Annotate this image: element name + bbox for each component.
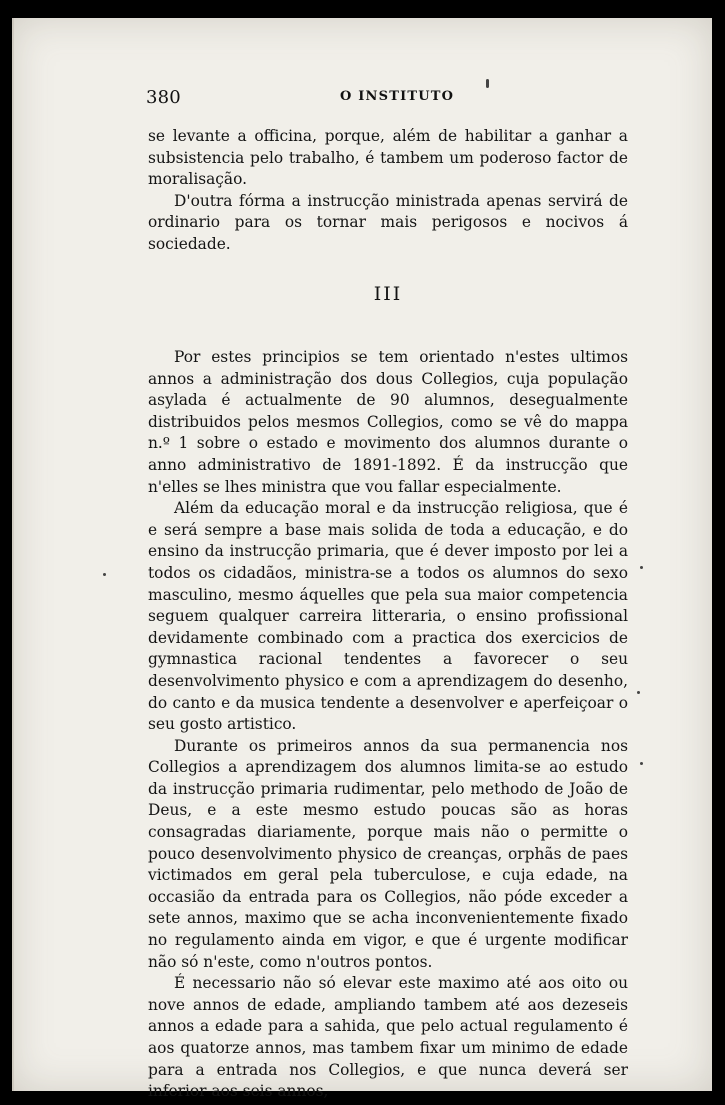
paragraph: D'outra fórma a instrucção ministrada apenas servirá de ordinario para os tornar mais perigosos e nocivos á sociedade. [148, 191, 628, 253]
paragraph: Além da educação moral e da instrucção religiosa, que é e será sempre a base mais solida de toda a educação, e do ensino da instrucção primaria, que é dever imposto por lei a todos os cidadãos, ministra-se a todos os alumnos do sexo masculino, mesmo áquelles que pela sua maior competencia seguem qualquer carreira litteraria, o ensino profissional devidamente combinado com a practica dos exercicios de gymnastica racional tendentes a favorecer o seu desenvolvimento physico e com a aprendizagem do desenho, do canto e da musica tendente a desenvolver e aperfeiçoar o seu gosto artistico. [148, 499, 628, 734]
section-body [148, 347, 628, 1103]
paragraph: Durante os primeiros annos da sua permanencia nos Collegios a aprendizagem dos alumnos limita-se ao estudo da instrucção primaria rudimentar, pelo methodo de João de Deus, e a este mesmo estudo poucas são as horas consagradas diariamente, porque mais não o permitte o pouco desenvolvimento physico de creanças, orphãs de paes victimados em geral pela tuberculose, e cuja edade, na occasião da entrada para os Collegios, não póde exceder a sete annos, maximo que se acha inconvenientemente fixado no regulamento ainda em vigor, e que é urgente modificar não só n'este, como n'outros pontos. [148, 736, 628, 971]
running-head [146, 87, 622, 111]
ink-speck [640, 762, 643, 765]
section-heading: III [373, 283, 403, 305]
page-number: 380 [146, 87, 181, 108]
page-edge-mark [12, 18, 14, 1091]
ink-speck [637, 691, 640, 694]
journal-title: O INSTITUTO [340, 89, 455, 104]
ink-speck [640, 566, 643, 569]
opening-text [148, 126, 628, 256]
paragraph: É necessario não só elevar este maximo até aos oito ou nove annos de edade, ampliando tambem até aos dezeseis annos a edade para a sahida, que pelo actual regulamento é aos quatorze annos, mas tambem fixar um minimo de edade para a entrada nos Collegios, e que nunca deverá ser inferior aos seis annos, [148, 974, 628, 1101]
paragraph: Por estes principios se tem orientado n'estes ultimos annos a administração dos dous Collegios, cuja população asylada é actualmente de 90 alumnos, desegualmente distribuidos pelos mesmos Collegios, como se vê do mappa n.º 1 sobre o estado e movimento dos alumnos durante o anno administrativo de 1891-1892. É da instrucção que n'elles se lhes ministra que vou fallar especialmente. [148, 348, 628, 496]
ink-speck [103, 573, 106, 576]
paragraph-continued: se levante a officina, porque, além de habilitar a ganhar a subsistencia pelo trabalho, é tambem um poderoso factor de moralisação. [148, 127, 628, 189]
